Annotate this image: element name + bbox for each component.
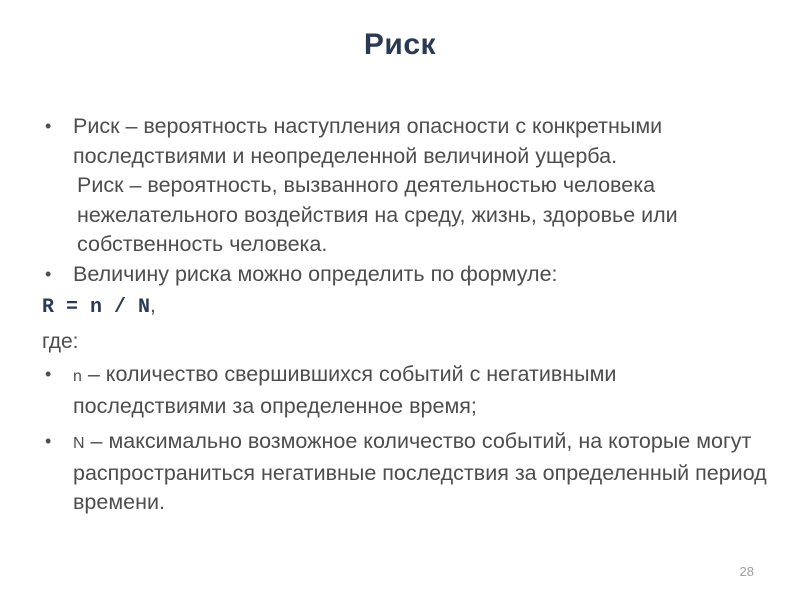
bullet-icon: • <box>45 364 52 384</box>
bullet-icon: • <box>45 431 52 451</box>
bullet-item-formula-intro <box>42 260 772 290</box>
definition-text: – количество свершившихся событий с негативными последствиями за определенное время; <box>73 362 617 418</box>
definition-text: – максимально возможное количество событий, на которые могут распространиться негативные последствия за определенный период времени. <box>73 429 767 514</box>
page-number: 28 <box>739 564 754 579</box>
bullet-item-risk-definition <box>42 112 772 260</box>
slide-content <box>42 112 772 518</box>
bullet-icon: • <box>45 263 52 284</box>
definition-item-N <box>42 427 772 518</box>
risk-formula <box>42 291 772 323</box>
risk-definition-text: Риск – вероятность наступления опасности с конкретными последствиями и неопределенной величиной ущерба. <box>73 114 663 168</box>
variable-name: N <box>73 435 85 452</box>
formula-comma: , <box>150 294 156 317</box>
slide-title: Риск <box>363 28 437 61</box>
where-label: где: <box>42 329 79 353</box>
bullet-icon: • <box>45 116 52 136</box>
formula-intro-text: Величину риска можно определить по формуле: <box>73 261 558 286</box>
variable-name: n <box>73 368 82 385</box>
risk-definition-second-text: Риск – вероятность, вызванного деятельностью человека нежелательного воздействия на среду, жизнь, здоровье или собственность человека. <box>77 173 678 256</box>
formula-text: R = n / N <box>42 296 151 319</box>
definition-item-n <box>42 360 772 421</box>
